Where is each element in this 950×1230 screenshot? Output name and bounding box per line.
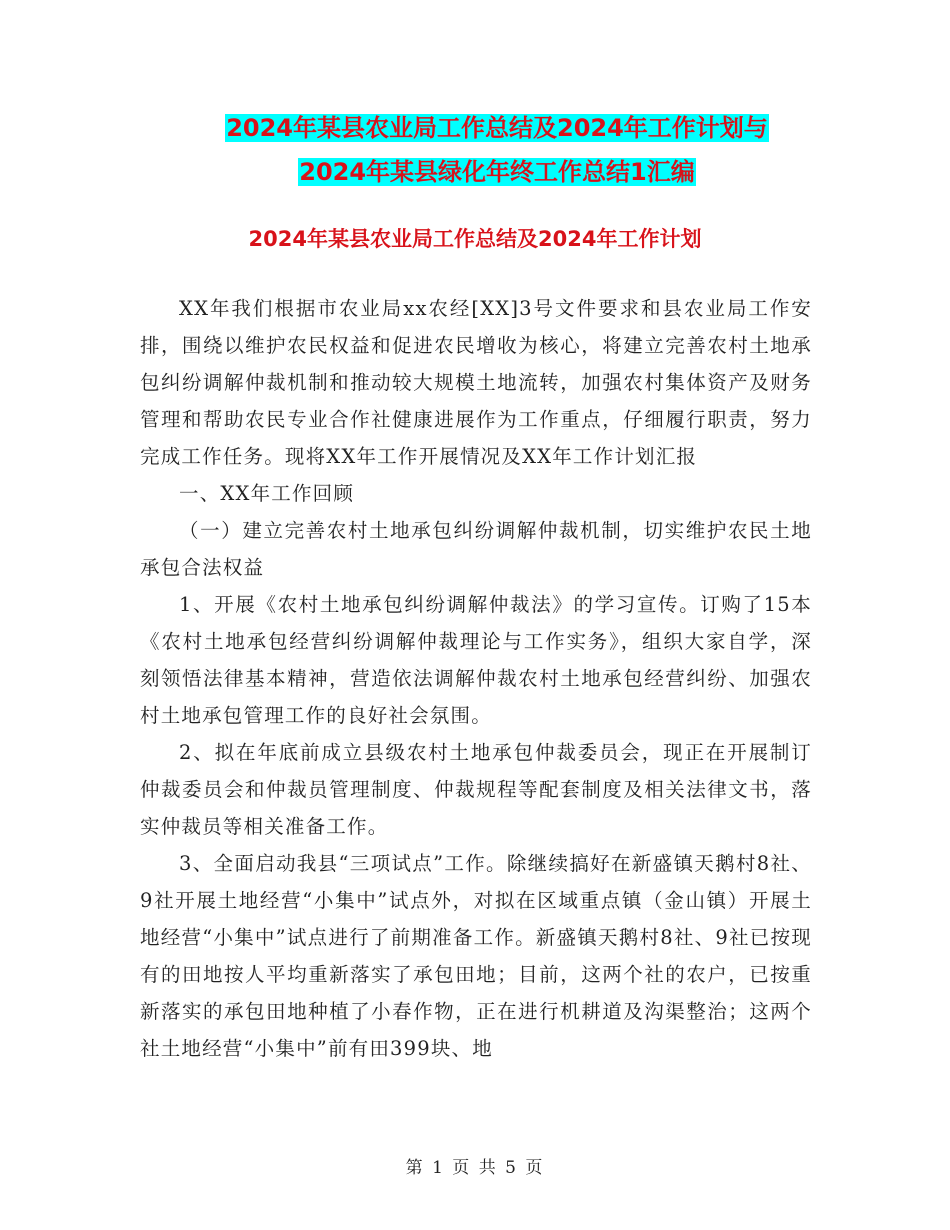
title-line-2-text: 2024年某县绿化年终工作总结1汇编 [299,158,695,186]
paragraph: XX年我们根据市农业局xx农经[XX]3号文件要求和县农业局工作安排，围绕以维护农民权益和促进农民增收为核心，将建立完善农村土地承包纠纷调解仲裁机制和推动较大规模土地流转，加强农村集体资产及财务管理和帮助农民专业合作社健康进展作为工作重点，仔细履行职责，努力完成工作任务。现将XX年工作开展情况及XX年工作计划汇报 [140,297,812,468]
paragraph: 一、XX年工作回顾 [179,482,355,505]
paragraph: 2、拟在年底前成立县级农村土地承包仲裁委员会，现正在开展制订仲裁委员会和仲裁员管理制度、仲裁规程等配套制度及相关法律文书，落实仲裁员等相关准备工作。 [140,741,812,838]
document-body [140,290,812,1067]
paragraph: （一）建立完善农村土地承包纠纷调解仲裁机制，切实维护农民土地承包合法权益 [140,519,812,579]
title-line-1-text: 2024年某县农业局工作总结及2024年工作计划与 [226,114,768,142]
section-title: 2024年某县农业局工作总结及2024年工作计划 [248,227,702,251]
document-title-line-1 [140,113,854,143]
page-footer: 第 1 页 共 5 页 [405,1158,545,1178]
paragraph: 1、开展《农村土地承包纠纷调解仲裁法》的学习宣传。订购了15本《农村土地承包经营纠纷调解仲裁理论与工作实务》，组织大家自学，深刻领悟法律基本精神，营造依法调解仲裁农村土地承包经营纠纷、加强农村土地承包管理工作的良好社会氛围。 [140,593,812,727]
paragraph: 3、全面启动我县“三项试点”工作。除继续搞好在新盛镇天鹅村8社、9社开展土地经营“小集中”试点外，对拟在区域重点镇（金山镇）开展土地经营“小集中”试点进行了前期准备工作。新盛镇天鹅村8社、9社已按现有的田地按人平均重新落实了承包田地；目前，这两个社的农户，已按重新落实的承包田地种植了小春作物，正在进行机耕道及沟渠整治；这两个社土地经营“小集中”前有田399块、地 [140,852,812,1060]
document-title-line-2 [140,157,854,187]
